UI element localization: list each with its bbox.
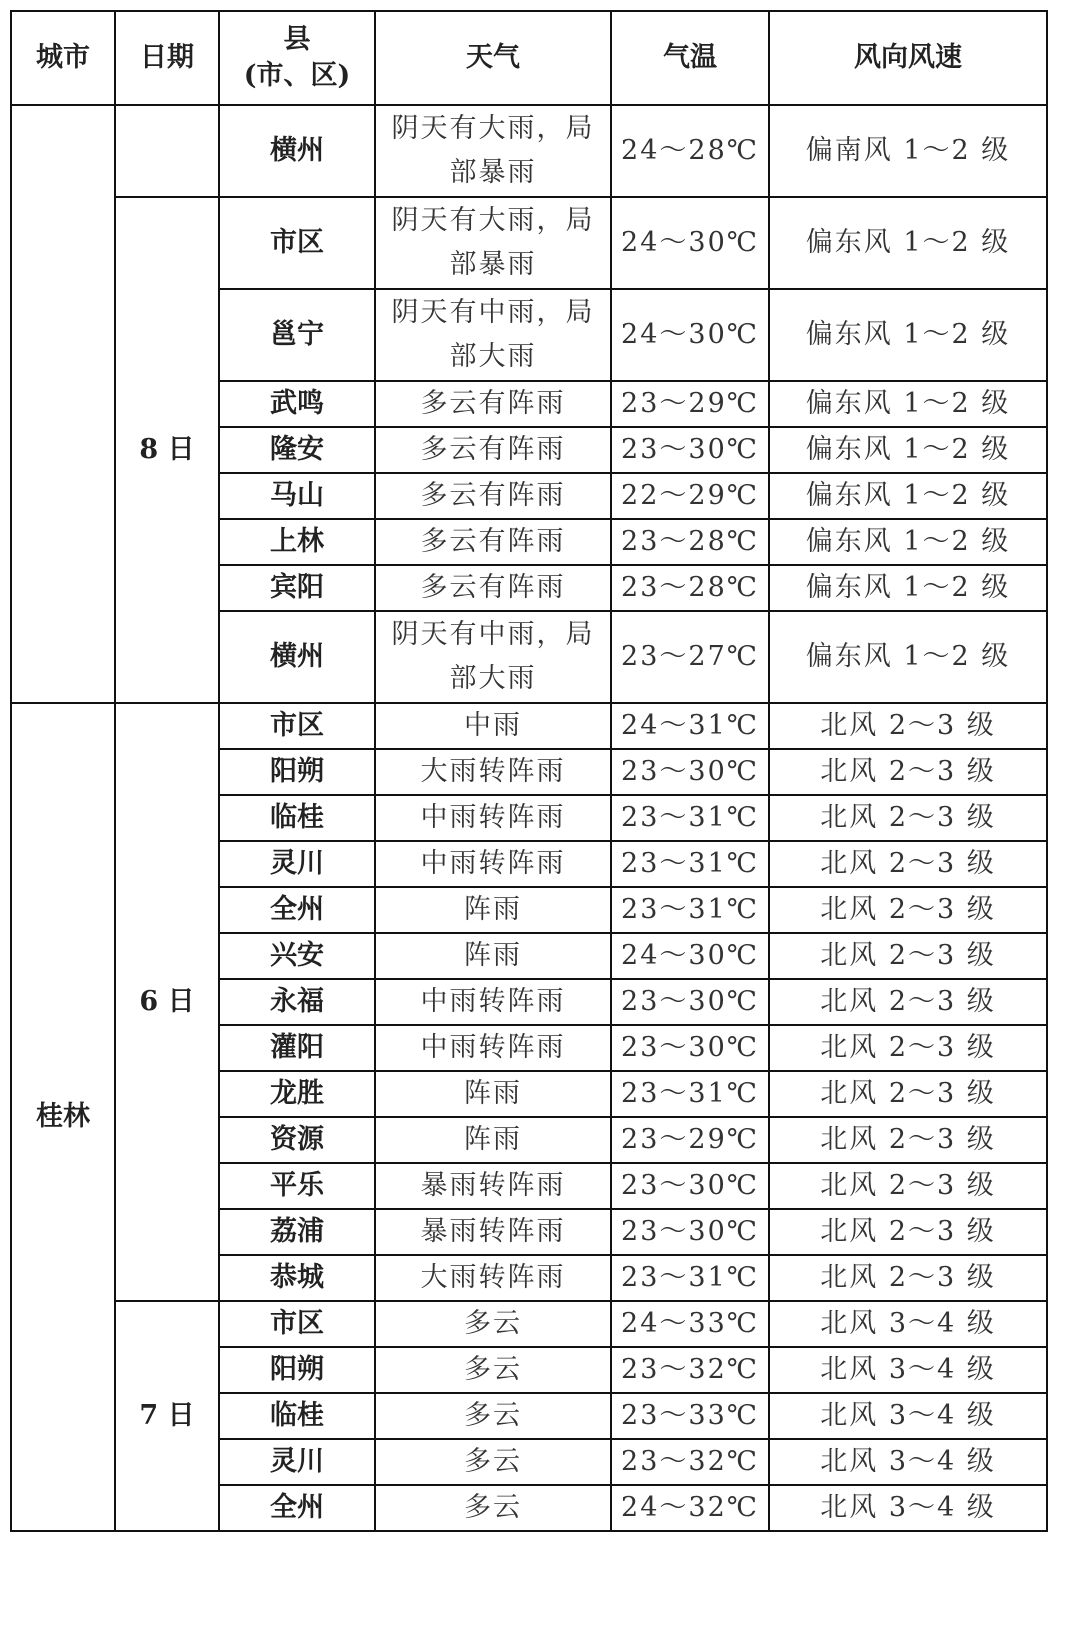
wind-cell: 北风 2～3 级 — [769, 795, 1047, 841]
table-row — [11, 703, 1047, 749]
county-cell: 阳朔 — [219, 1347, 375, 1393]
weather-cell: 阴天有大雨，局部暴雨 — [375, 105, 611, 197]
city-cell — [11, 105, 115, 703]
temp-cell: 23～33℃ — [611, 1393, 769, 1439]
city-cell: 桂林 — [11, 703, 115, 1531]
county-cell: 永福 — [219, 979, 375, 1025]
wind-cell: 北风 2～3 级 — [769, 1209, 1047, 1255]
weather-cell: 中雨转阵雨 — [375, 795, 611, 841]
temp-cell: 23～30℃ — [611, 427, 769, 473]
header-weather: 天气 — [375, 11, 611, 105]
county-cell: 恭城 — [219, 1255, 375, 1301]
temp-cell: 24～32℃ — [611, 1485, 769, 1531]
weather-cell: 多云有阵雨 — [375, 565, 611, 611]
temp-cell: 23～30℃ — [611, 1209, 769, 1255]
weather-cell: 大雨转阵雨 — [375, 1255, 611, 1301]
wind-cell: 偏东风 1～2 级 — [769, 427, 1047, 473]
county-cell: 阳朔 — [219, 749, 375, 795]
wind-cell: 偏东风 1～2 级 — [769, 197, 1047, 289]
weather-cell: 阴天有中雨，局部大雨 — [375, 289, 611, 381]
county-cell: 武鸣 — [219, 381, 375, 427]
wind-cell: 偏东风 1～2 级 — [769, 289, 1047, 381]
wind-cell: 偏东风 1～2 级 — [769, 565, 1047, 611]
wind-cell: 北风 2～3 级 — [769, 887, 1047, 933]
temp-cell: 24～30℃ — [611, 289, 769, 381]
header-wind: 风向风速 — [769, 11, 1047, 105]
wind-cell: 偏南风 1～2 级 — [769, 105, 1047, 197]
wind-cell: 偏东风 1～2 级 — [769, 473, 1047, 519]
wind-cell: 北风 2～3 级 — [769, 749, 1047, 795]
header-date: 日期 — [115, 11, 219, 105]
weather-cell: 多云 — [375, 1485, 611, 1531]
table-row — [11, 197, 1047, 289]
temp-cell: 23～32℃ — [611, 1347, 769, 1393]
county-cell: 全州 — [219, 1485, 375, 1531]
weather-cell: 多云有阵雨 — [375, 381, 611, 427]
weather-forecast-table — [10, 10, 1048, 1532]
header-county — [219, 11, 375, 105]
county-cell: 临桂 — [219, 795, 375, 841]
header-row — [11, 11, 1047, 105]
table-row — [11, 105, 1047, 197]
weather-cell: 多云 — [375, 1393, 611, 1439]
temp-cell: 23～30℃ — [611, 749, 769, 795]
weather-cell: 大雨转阵雨 — [375, 749, 611, 795]
county-cell: 灵川 — [219, 1439, 375, 1485]
weather-cell: 暴雨转阵雨 — [375, 1163, 611, 1209]
weather-cell: 多云 — [375, 1301, 611, 1347]
county-cell: 全州 — [219, 887, 375, 933]
county-cell: 市区 — [219, 197, 375, 289]
wind-cell: 北风 2～3 级 — [769, 1255, 1047, 1301]
table-row — [11, 1301, 1047, 1347]
weather-cell: 阵雨 — [375, 1117, 611, 1163]
temp-cell: 23～32℃ — [611, 1439, 769, 1485]
county-cell: 资源 — [219, 1117, 375, 1163]
wind-cell: 北风 3～4 级 — [769, 1393, 1047, 1439]
header-temp: 气温 — [611, 11, 769, 105]
temp-cell: 24～28℃ — [611, 105, 769, 197]
wind-cell: 偏东风 1～2 级 — [769, 611, 1047, 703]
weather-cell: 中雨转阵雨 — [375, 979, 611, 1025]
temp-cell: 23～29℃ — [611, 381, 769, 427]
temp-cell: 23～29℃ — [611, 1117, 769, 1163]
weather-cell: 多云 — [375, 1347, 611, 1393]
temp-cell: 23～30℃ — [611, 1025, 769, 1071]
wind-cell: 北风 3～4 级 — [769, 1439, 1047, 1485]
date-cell — [115, 105, 219, 197]
weather-cell: 多云 — [375, 1439, 611, 1485]
wind-cell: 北风 2～3 级 — [769, 1117, 1047, 1163]
weather-cell: 中雨转阵雨 — [375, 1025, 611, 1071]
header-city: 城市 — [11, 11, 115, 105]
date-cell: 6 日 — [115, 703, 219, 1301]
weather-cell: 阵雨 — [375, 887, 611, 933]
weather-cell: 阴天有中雨，局部大雨 — [375, 611, 611, 703]
county-cell: 灌阳 — [219, 1025, 375, 1071]
county-cell: 横州 — [219, 105, 375, 197]
temp-cell: 24～33℃ — [611, 1301, 769, 1347]
temp-cell: 23～31℃ — [611, 795, 769, 841]
wind-cell: 偏东风 1～2 级 — [769, 519, 1047, 565]
temp-cell: 23～31℃ — [611, 1071, 769, 1117]
weather-cell: 中雨 — [375, 703, 611, 749]
temp-cell: 24～30℃ — [611, 933, 769, 979]
weather-cell: 多云有阵雨 — [375, 519, 611, 565]
wind-cell: 北风 2～3 级 — [769, 933, 1047, 979]
temp-cell: 23～30℃ — [611, 979, 769, 1025]
weather-cell: 暴雨转阵雨 — [375, 1209, 611, 1255]
county-cell: 隆安 — [219, 427, 375, 473]
temp-cell: 23～31℃ — [611, 887, 769, 933]
county-cell: 马山 — [219, 473, 375, 519]
county-cell: 市区 — [219, 1301, 375, 1347]
weather-cell: 多云有阵雨 — [375, 427, 611, 473]
county-cell: 上林 — [219, 519, 375, 565]
table-body — [11, 105, 1047, 1531]
wind-cell: 偏东风 1～2 级 — [769, 381, 1047, 427]
weather-cell: 阵雨 — [375, 1071, 611, 1117]
temp-cell: 23～28℃ — [611, 519, 769, 565]
county-cell: 市区 — [219, 703, 375, 749]
county-cell: 宾阳 — [219, 565, 375, 611]
wind-cell: 北风 3～4 级 — [769, 1485, 1047, 1531]
wind-cell: 北风 2～3 级 — [769, 841, 1047, 887]
county-cell: 横州 — [219, 611, 375, 703]
wind-cell: 北风 3～4 级 — [769, 1301, 1047, 1347]
date-cell: 7 日 — [115, 1301, 219, 1531]
temp-cell: 22～29℃ — [611, 473, 769, 519]
temp-cell: 23～27℃ — [611, 611, 769, 703]
county-cell: 平乐 — [219, 1163, 375, 1209]
temp-cell: 24～31℃ — [611, 703, 769, 749]
wind-cell: 北风 2～3 级 — [769, 979, 1047, 1025]
county-cell: 临桂 — [219, 1393, 375, 1439]
wind-cell: 北风 2～3 级 — [769, 1025, 1047, 1071]
wind-cell: 北风 2～3 级 — [769, 1071, 1047, 1117]
header-county-line1: 县 — [283, 24, 311, 55]
county-cell: 龙胜 — [219, 1071, 375, 1117]
temp-cell: 23～30℃ — [611, 1163, 769, 1209]
forecast-table-container — [10, 10, 1046, 1532]
weather-cell: 阴天有大雨，局部暴雨 — [375, 197, 611, 289]
temp-cell: 23～31℃ — [611, 841, 769, 887]
temp-cell: 24～30℃ — [611, 197, 769, 289]
temp-cell: 23～28℃ — [611, 565, 769, 611]
header-county-line2: (市、区) — [243, 60, 351, 91]
date-cell: 8 日 — [115, 197, 219, 703]
weather-cell: 阵雨 — [375, 933, 611, 979]
wind-cell: 北风 3～4 级 — [769, 1347, 1047, 1393]
temp-cell: 23～31℃ — [611, 1255, 769, 1301]
weather-cell: 多云有阵雨 — [375, 473, 611, 519]
county-cell: 灵川 — [219, 841, 375, 887]
county-cell: 邕宁 — [219, 289, 375, 381]
county-cell: 兴安 — [219, 933, 375, 979]
wind-cell: 北风 2～3 级 — [769, 703, 1047, 749]
county-cell: 荔浦 — [219, 1209, 375, 1255]
weather-cell: 中雨转阵雨 — [375, 841, 611, 887]
wind-cell: 北风 2～3 级 — [769, 1163, 1047, 1209]
